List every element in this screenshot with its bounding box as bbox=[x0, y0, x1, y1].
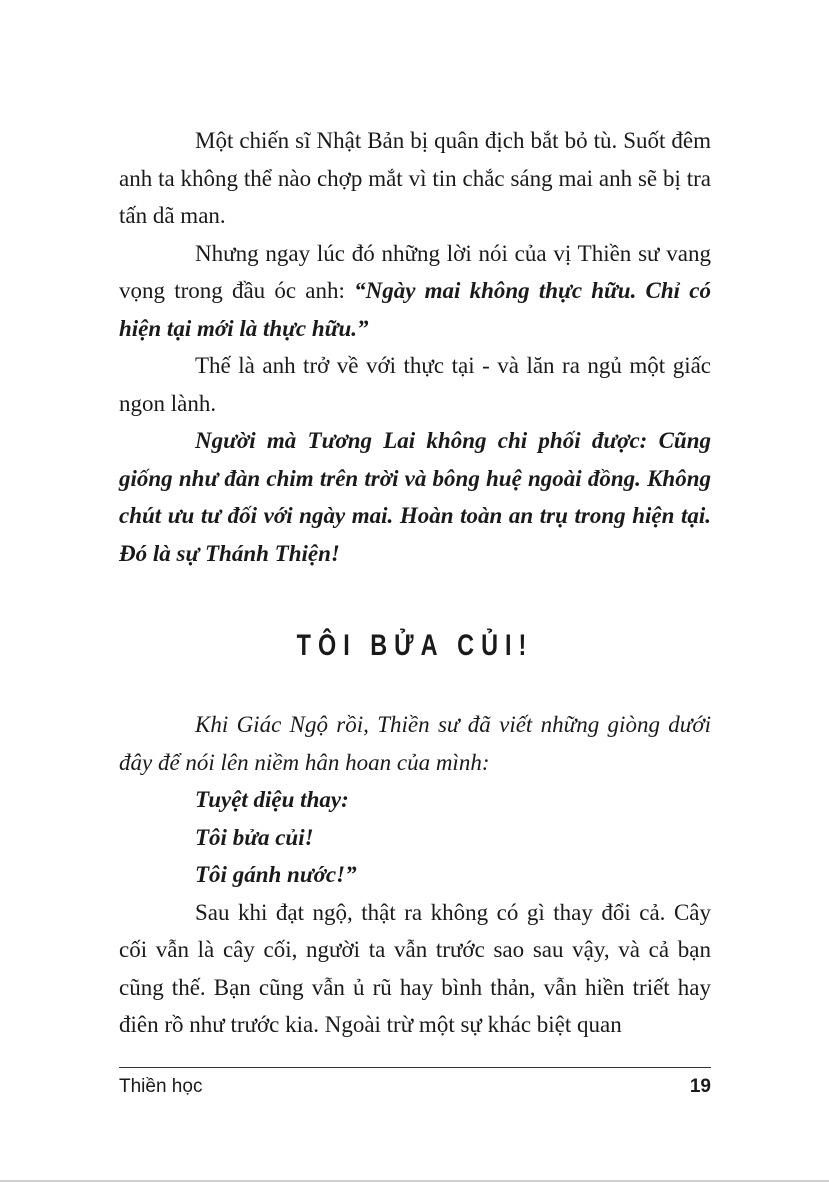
paragraph-prisoner: Một chiến sĩ Nhật Bản bị quân địch bắt bỏ tù. Suốt đêm anh ta không thể nào chợp mắt vì tin chắc sáng mai anh sẽ bị tra tấn dã man. bbox=[119, 128, 711, 228]
page-body bbox=[119, 122, 711, 1044]
paragraph-after-enlightenment: Sau khi đạt ngộ, thật ra không có gì thay đổi cả. Cây cối vẫn là cây cối, người ta vẫn trước sao sau vậy, và cả bạn cũng thế. Bạn cũng vẫn ủ rũ hay bình thản, vẫn hiền triết hay điên rồ như trước kia. Ngoài trừ một sự khác biệt quan bbox=[119, 899, 711, 1037]
paragraph-enlightenment-intro: Khi Giác Ngộ rồi, Thiền sư đã viết những giòng dưới đây để nói lên niềm hân hoan của mình: bbox=[119, 712, 711, 775]
section-heading: TÔI BỬA CỦI! bbox=[296, 629, 534, 662]
footer-divider bbox=[119, 1067, 711, 1068]
master-quote: “Ngày mai không thực hữu. Chỉ có hiện tại mới là thực hữu.” bbox=[119, 278, 711, 341]
paragraph-master-words-lead: Nhưng ngay lúc đó những lời nói của vị Thiền sư vang vọng trong đầu óc anh: bbox=[119, 240, 711, 303]
verse-line-2: Tôi bửa củi! bbox=[195, 824, 314, 850]
paragraph-master-words bbox=[119, 235, 711, 348]
verse-line-1: Tuyệt diệu thay: bbox=[195, 787, 349, 812]
page-number: 19 bbox=[689, 1076, 711, 1097]
verse-line-3: Tôi gánh nước!” bbox=[195, 862, 357, 887]
paragraph-sleep: Thế là anh trở về với thực tại - và lăn ra ngủ một giấc ngon lành. bbox=[119, 353, 711, 416]
paragraph-holiness: Người mà Tương Lai không chi phối được: Cũng giống như đàn chim trên trời và bông huệ ngoài đồng. Không chút ưu tư đối với ngày mai. Hoàn toàn an trụ trong hiện tại. Đó là sự Thánh Thiện! bbox=[119, 428, 711, 566]
footer-book-title: Thiền học bbox=[119, 1076, 203, 1097]
